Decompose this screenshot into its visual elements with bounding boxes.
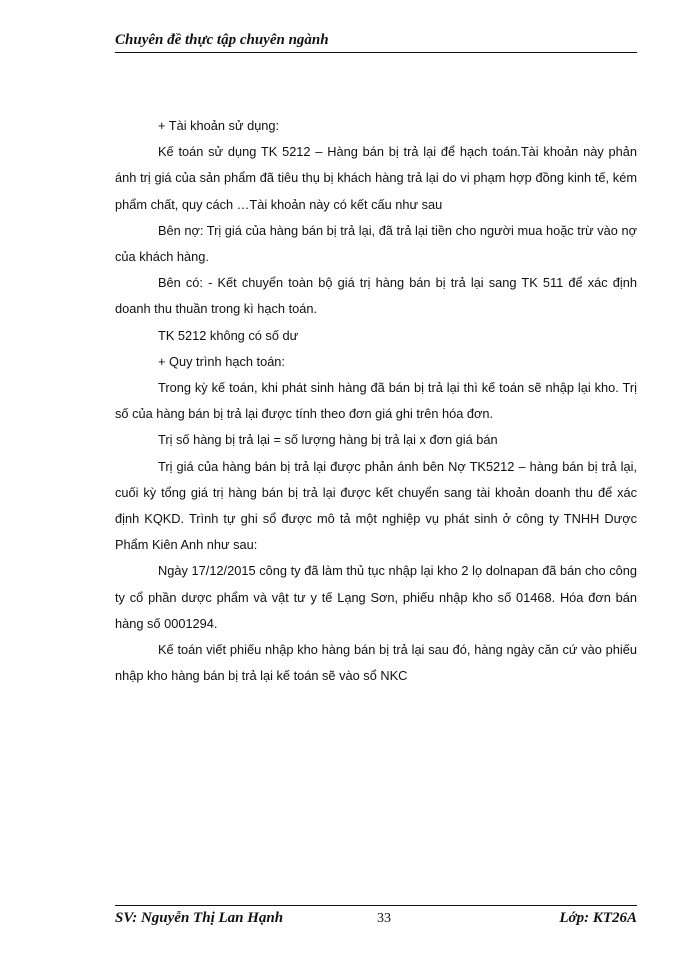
paragraph-credit-side: Bên có: - Kết chuyển toàn bộ giá trị hàng bán bị trả lại sang TK 511 để xác định doanh thu thuần trong kì hạch toán. [115, 275, 637, 317]
paragraph-account-heading: + Tài khoản sử dụng: [158, 118, 280, 133]
page-number: 33 [377, 911, 391, 926]
paragraph-recording: Trị giá của hàng bán bị trả lại được phản ánh bên Nợ TK5212 – hàng bán bị trả lại, cuối kỳ tổng giá trị hàng bán bị trả lại được kết chuyển sang tài khoản doanh thu để xác định KQKD. Trình tự ghi sổ được mô tả một nghiệp vụ phát sinh ở công ty TNHH Dược Phẩm Kiên Anh như sau: [115, 458, 637, 553]
paragraph-no-balance: TK 5212 không có số dư [158, 327, 299, 343]
paragraph-procedure-description: Trong kỳ kế toán, khi phát sinh hàng đã bán bị trả lại thì kế toán sẽ nhập lại kho. Trị số của hàng bán bị trả lại được tính theo đơn giá ghi trên hóa đơn. [115, 380, 637, 422]
header-title: Chuyên đề thực tập chuyên ngành [115, 32, 329, 48]
page-header [115, 28, 637, 53]
paragraph-account-description: Kế toán sử dụng TK 5212 – Hàng bán bị trả lại để hạch toán.Tài khoản này phản ánh trị giá của sản phẩm đã tiêu thụ bị khách hàng trả lại do vi phạm hợp đồng kinh tế, kém phẩm chất, quy cách …Tài khoản này có kết cấu như sau [115, 144, 637, 212]
paragraph-formula: Trị số hàng bị trả lại = số lượng hàng bị trả lại x đơn giá bán [158, 432, 498, 448]
document-body [115, 113, 637, 689]
footer-class-name: Lớp: KT26A [559, 910, 637, 926]
paragraph-example: Ngày 17/12/2015 công ty đã làm thủ tục nhập lại kho 2 lọ dolnapan đã bán cho công ty cổ phần dược phẩm và vật tư y tế Lạng Sơn, phiếu nhập kho số 01468. Hóa đơn bán hàng số 0001294. [115, 563, 637, 631]
paragraph-debit-side: Bên nợ: Trị giá của hàng bán bị trả lại, đã trả lại tiền cho người mua hoặc trừ vào nợ của khách hàng. [115, 222, 637, 265]
footer-student-name: SV: Nguyễn Thị Lan Hạnh [115, 910, 284, 926]
paragraph-procedure-heading: + Quy trình hạch toán: [158, 353, 285, 369]
paragraph-conclusion: Kế toán viết phiếu nhập kho hàng bán bị trả lại sau đó, hàng ngày căn cứ vào phiếu nhập kho hàng bán bị trả lại kế toán sẽ vào sổ NKC [115, 642, 637, 684]
page-footer [115, 905, 637, 936]
